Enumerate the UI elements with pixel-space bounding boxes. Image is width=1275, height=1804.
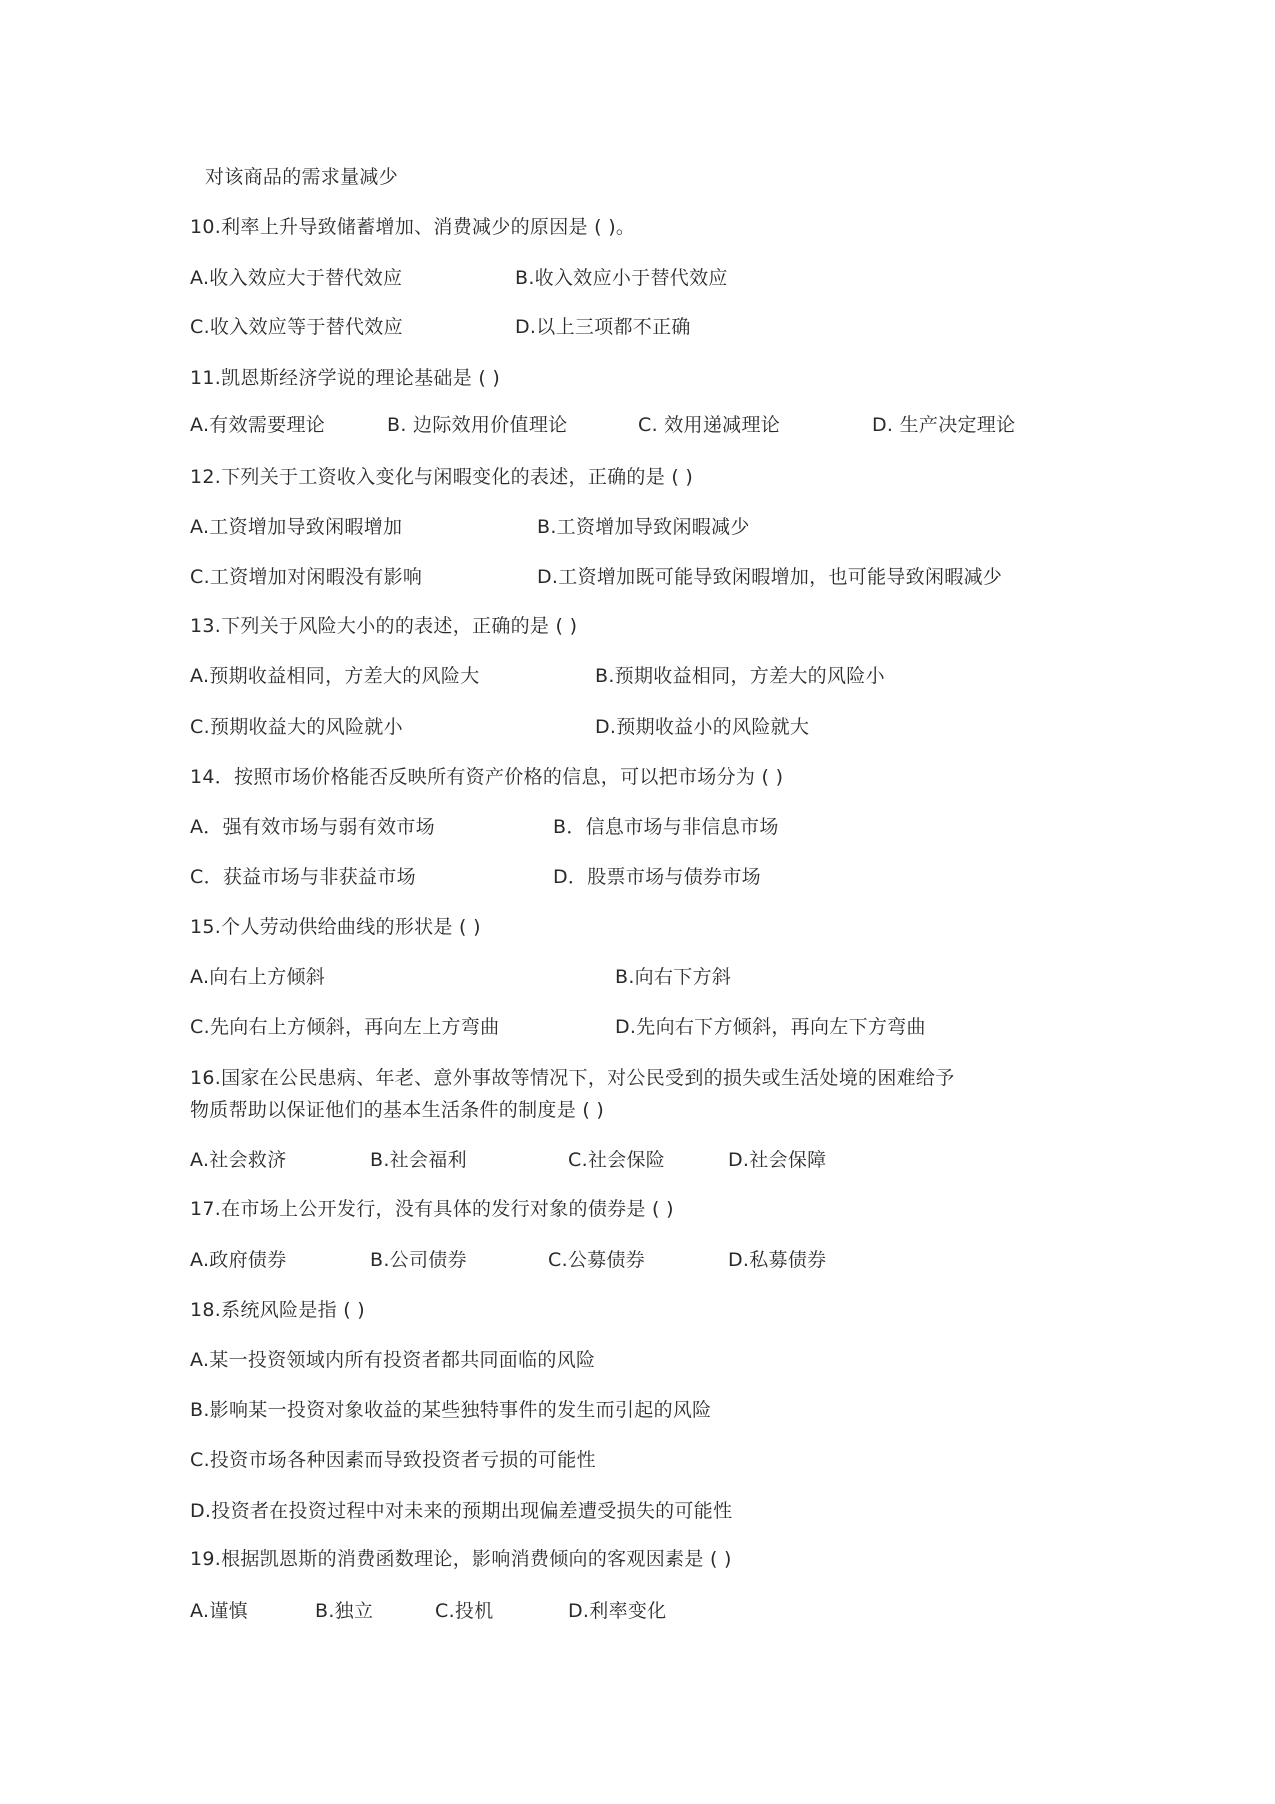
question-16-option-b: B.社会福利 <box>370 1149 467 1171</box>
question-12-option-b: B.工资增加导致闲暇减少 <box>537 516 750 538</box>
question-14-option-a: A．强有效市场与弱有效市场 <box>190 816 435 838</box>
question-10-option-d: D.以上三项都不正确 <box>515 316 691 338</box>
question-14-option-c: C．获益市场与非获益市场 <box>190 866 416 888</box>
question-15-stem: 15.个人劳动供给曲线的形状是 ( ) <box>190 916 481 938</box>
question-13-stem: 13.下列关于风险大小的的表述，正确的是 ( ) <box>190 615 578 637</box>
question-13-option-c: C.预期收益大的风险就小 <box>190 716 403 738</box>
question-18-option-d: D.投资者在投资过程中对未来的预期出现偏差遭受损失的可能性 <box>190 1500 733 1522</box>
question-13-option-b: B.预期收益相同，方差大的风险小 <box>595 665 885 687</box>
question-10-option-b: B.收入效应小于替代效应 <box>515 267 728 289</box>
question-12-option-c: C.工资增加对闲暇没有影响 <box>190 566 423 588</box>
question-19-option-d: D.利率变化 <box>568 1600 667 1622</box>
question-15-option-c: C.先向右上方倾斜，再向左上方弯曲 <box>190 1016 500 1038</box>
question-10-stem: 10.利率上升导致储蓄增加、消费减少的原因是 ( )。 <box>190 216 636 238</box>
question-19-option-b: B.独立 <box>315 1600 374 1622</box>
question-17-stem: 17.在市场上公开发行，没有具体的发行对象的债券是 ( ) <box>190 1198 674 1220</box>
question-17-option-c: C.公募债券 <box>548 1249 646 1271</box>
question-15-option-d: D.先向右下方倾斜，再向左下方弯曲 <box>615 1016 926 1038</box>
question-18-option-a: A.某一投资领域内所有投资者都共同面临的风险 <box>190 1349 596 1371</box>
question-18-stem: 18.系统风险是指 ( ) <box>190 1299 366 1321</box>
question-14-stem: 14．按照市场价格能否反映所有资产价格的信息，可以把市场分为 ( ) <box>190 766 784 788</box>
question-16-option-c: C.社会保险 <box>568 1149 666 1171</box>
question-11-option-a: A.有效需要理论 <box>190 414 326 436</box>
question-12-option-a: A.工资增加导致闲暇增加 <box>190 516 403 538</box>
question-18-option-c: C.投资市场各种因素而导致投资者亏损的可能性 <box>190 1449 596 1471</box>
question-16-stem-line2: 物质帮助以保证他们的基本生活条件的制度是 ( ) <box>190 1099 605 1121</box>
question-14-option-d: D．股票市场与债券市场 <box>553 866 761 888</box>
question-10-option-c: C.收入效应等于替代效应 <box>190 316 403 338</box>
question-15-option-a: A.向右上方倾斜 <box>190 966 326 988</box>
question-17-option-a: A.政府债券 <box>190 1249 287 1271</box>
question-11-option-d: D. 生产决定理论 <box>872 414 1016 436</box>
question-12-stem: 12.下列关于工资收入变化与闲暇变化的表述，正确的是 ( ) <box>190 466 694 488</box>
question-19-option-a: A.谨慎 <box>190 1600 248 1622</box>
question-12-option-d: D.工资增加既可能导致闲暇增加，也可能导致闲暇减少 <box>537 566 1003 588</box>
question-10-option-a: A.收入效应大于替代效应 <box>190 267 403 289</box>
question-17-option-d: D.私募债券 <box>728 1249 827 1271</box>
question-16-option-d: D.社会保障 <box>728 1149 827 1171</box>
question-17-option-b: B.公司债券 <box>370 1249 467 1271</box>
question-13-option-a: A.预期收益相同，方差大的风险大 <box>190 665 480 687</box>
question-19-stem: 19.根据凯恩斯的消费函数理论，影响消费倾向的客观因素是 ( ) <box>190 1548 732 1570</box>
question-16-stem: 16.国家在公民患病、年老、意外事故等情况下，对公民受到的损失或生活处境的困难给予 <box>190 1067 955 1089</box>
question-11-option-c: C. 效用递减理论 <box>638 414 781 436</box>
question-11-stem: 11.凯恩斯经济学说的理论基础是 ( ) <box>190 367 501 389</box>
question-19-option-c: C.投机 <box>435 1600 494 1622</box>
question-18-option-b: B.影响某一投资对象收益的某些独特事件的发生而引起的风险 <box>190 1399 712 1421</box>
question-11-option-b: B. 边际效用价值理论 <box>387 414 568 436</box>
question-15-option-b: B.向右下方斜 <box>615 966 732 988</box>
continuation-text: 对该商品的需求量减少 <box>205 166 399 188</box>
question-13-option-d: D.预期收益小的风险就大 <box>595 716 810 738</box>
question-16-option-a: A.社会救济 <box>190 1149 287 1171</box>
question-14-option-b: B．信息市场与非信息市场 <box>553 816 779 838</box>
